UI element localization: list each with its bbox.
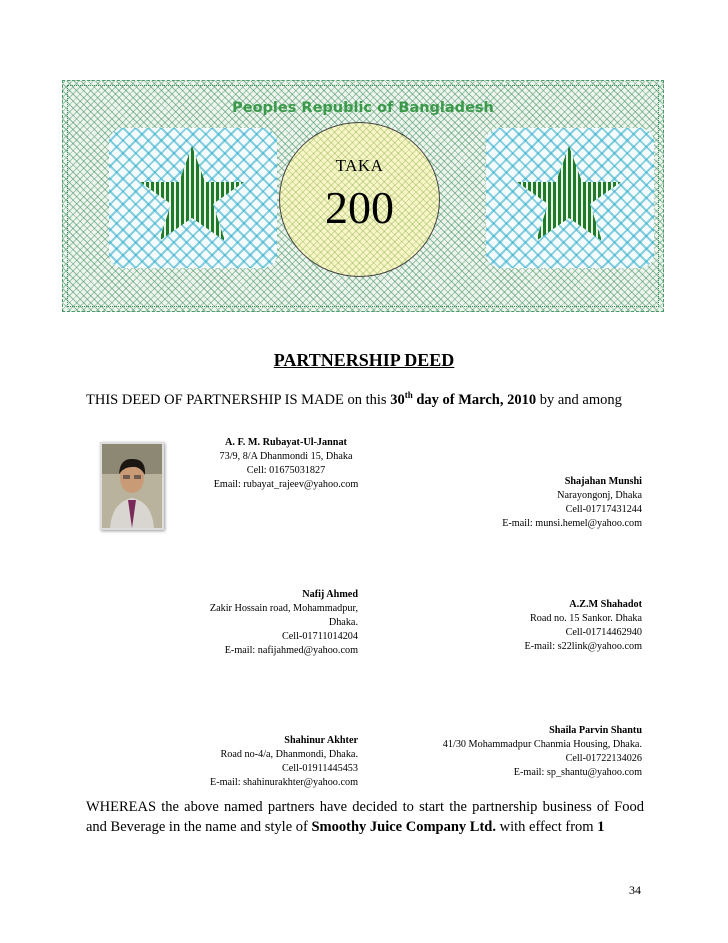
intro-day: 30th day of March, 2010 (390, 390, 537, 408)
partner-address: Zakir Hossain road, Mohammadpur, (209, 603, 358, 614)
partner-cell: Cell: 01675031827 (246, 465, 326, 476)
whereas-text: WHEREAS the above named partners have decided to start the partnership business of Food and Beverage in the name and style of (86, 799, 644, 835)
intro-text-end: by and among (536, 392, 622, 408)
effective-date-start: 1 (597, 819, 605, 835)
partner-block-2 (460, 475, 642, 531)
partner-block-6 (412, 724, 642, 780)
partner-address: Road no. 15 Sankor. Dhaka (529, 613, 642, 624)
star-icon (513, 144, 625, 244)
partner-address: Road no-4/a, Dhanmondi, Dhaka. (220, 749, 358, 760)
stamp-title: Peoples Republic of Bangladesh (232, 100, 494, 116)
partner-cell: Cell-01711014204 (281, 631, 358, 642)
partner-cell: Cell-01722134026 (565, 753, 642, 764)
stamp-left-panel (109, 128, 277, 268)
stamp-value-circle (279, 122, 440, 277)
partner-cell: Cell-01911445453 (281, 763, 358, 774)
partner-address-line2: Dhaka. (328, 617, 358, 628)
stamp-paper-banner (62, 80, 664, 312)
whereas-text-end: with effect from (495, 819, 598, 835)
stamp-value: 200 (325, 182, 394, 233)
partner-address: Narayongonj, Dhaka (557, 490, 642, 501)
partner-email: E-mail: munsi.hemel@yahoo.com (502, 518, 642, 529)
partner-address: 41/30 Mohammadpur Chanmia Housing, Dhaka. (442, 739, 642, 750)
partner-name: Shajahan Munshi (564, 476, 642, 487)
partner-name: A. F. M. Rubayat-Ul-Jannat (225, 437, 347, 448)
partner-email: E-mail: nafijahmed@yahoo.com (224, 645, 358, 656)
document-heading: PARTNERSHIP DEED (273, 350, 455, 370)
intro-paragraph (86, 390, 644, 410)
company-name: Smoothy Juice Company Ltd. (311, 819, 496, 835)
intro-text: THIS DEED OF PARTNERSHIP IS MADE on this (86, 392, 391, 408)
person-photo-icon (102, 444, 162, 528)
currency-label: TAKA (335, 156, 384, 175)
partner-name: Shaila Parvin Shantu (549, 725, 642, 736)
partner-email: E-mail: shahinurakhter@yahoo.com (209, 777, 358, 788)
partner-block-1 (196, 436, 376, 492)
star-icon (136, 144, 248, 244)
partner-cell: Cell-01717431244 (565, 504, 642, 515)
stamp-right-panel (486, 128, 654, 268)
partner-email: E-mail: sp_shantu@yahoo.com (513, 767, 642, 778)
partner-block-3 (176, 588, 358, 658)
partner-cell: Cell-01714462940 (565, 627, 642, 638)
page-number: 34 (629, 883, 641, 897)
partner-email: Email: rubayat_rajeev@yahoo.com (213, 479, 359, 490)
partner-email: E-mail: s22link@yahoo.com (524, 641, 642, 652)
whereas-paragraph (86, 797, 644, 837)
partner-name: A.Z.M Shahadot (569, 599, 642, 610)
partner-name: Nafij Ahmed (302, 589, 358, 600)
partner-address: 73/9, 8/A Dhanmondi 15, Dhaka (219, 451, 353, 462)
partner-block-4 (460, 598, 642, 654)
partner-block-5 (176, 734, 358, 790)
partner-name: Shahinur Akhter (284, 735, 358, 746)
partner-photo (100, 442, 164, 530)
